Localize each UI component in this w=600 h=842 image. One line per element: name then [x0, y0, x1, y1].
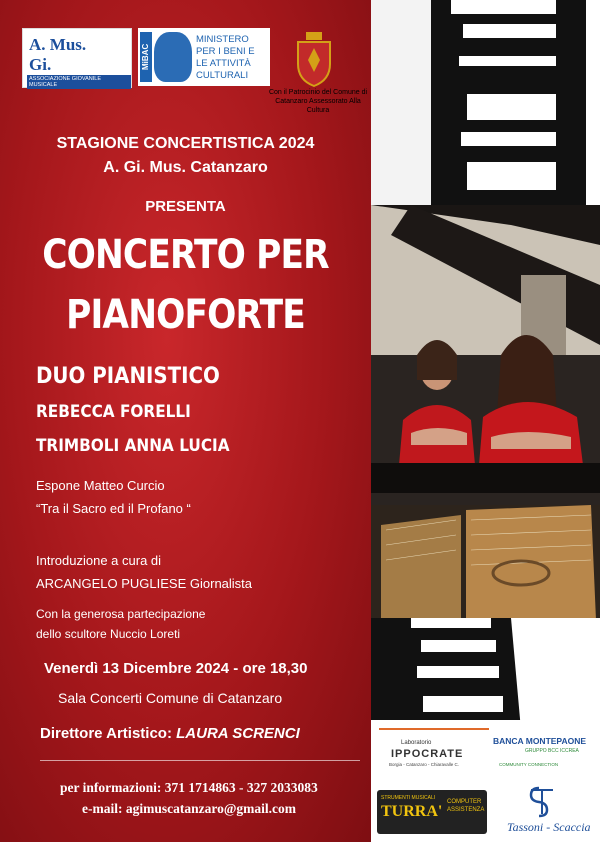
- ippocrate-details: Borgia - Catanzaro - Chiaravalle C.: [389, 762, 460, 767]
- season-title: STAGIONE CONCERTISTICA 2024: [56, 135, 315, 152]
- agimus-logo-line1: A. Mus.: [29, 35, 87, 54]
- tassoni-name: Tassoni - Scaccia: [507, 820, 591, 834]
- ippocrate-top: Laboratorio: [401, 740, 432, 746]
- presenta-label: PRESENTA: [145, 198, 226, 215]
- concert-title: [26, 225, 345, 345]
- artistic-director: [40, 725, 300, 742]
- sponsor-turra: [377, 790, 487, 834]
- sponsor-banca-montepaone: [489, 728, 599, 778]
- concert-title-line1: CONCERTO PER: [42, 232, 329, 278]
- piano-keys-top-image: [371, 0, 600, 210]
- turra-side: COMPUTER ASSISTENZA: [447, 799, 485, 813]
- performer-name: REBECCA FORELLI: [36, 402, 191, 422]
- montepaone-tag: COMMUNITY CONNECTION: [499, 762, 559, 767]
- season-header: [0, 132, 371, 180]
- event-venue: Sala Concerti Comune di Catanzaro: [58, 690, 283, 706]
- montepaone-name: BANCA MONTEPAONE: [493, 736, 587, 746]
- agimus-logo-sub: ASSOCIAZIONE GIOVANILE MUSICALE: [27, 75, 131, 89]
- contact-phones: per informazioni: 371 1714863 - 327 2033083: [60, 780, 318, 795]
- director-name: LAURA SCRENCI: [176, 725, 300, 742]
- montepaone-group: GRUPPO BCC ICCREA: [525, 748, 579, 754]
- duo-photo: [371, 205, 600, 620]
- event-date: Venerdì 13 Dicembre 2024 - ore 18,30: [44, 660, 308, 677]
- ippocrate-name: IPPOCRATE: [391, 748, 464, 760]
- mibac-logo: [138, 28, 270, 86]
- introduction-name: ARCANGELO PUGLIESE Giornalista: [36, 576, 253, 591]
- performer-name: TRIMBOLI ANNA LUCIA: [36, 436, 230, 456]
- exhibition-line2: “Tra il Sacro ed il Profano “: [36, 501, 191, 516]
- participation-line2: dello scultore Nuccio Loreti: [36, 627, 181, 641]
- catanzaro-coat-of-arms-icon: [290, 28, 338, 88]
- patrocinio-text: Con il Patrocinio del Comune di Catanzaro Assessorato Alla Cultura: [268, 89, 368, 114]
- agimus-logo-line2: Gi.: [29, 55, 52, 74]
- sponsors-area: [371, 720, 600, 842]
- performer-group: DUO PIANISTICO: [36, 364, 220, 389]
- director-label: Direttore Artistico:: [40, 725, 172, 742]
- sponsor-ippocrate: [379, 728, 489, 785]
- participation-line1: Con la generosa partecipazione: [36, 607, 206, 621]
- contact-email: e-mail: agimuscatanzaro@gmail.com: [82, 801, 297, 816]
- introduction-label: Introduzione a cura di: [36, 553, 162, 568]
- agimus-logo: [22, 28, 132, 88]
- organizer-name: A. Gi. Mus. Catanzaro: [103, 159, 268, 176]
- piano-keys-bottom-image: [371, 618, 600, 730]
- divider: [40, 760, 360, 761]
- logo-bar: [22, 28, 367, 118]
- concert-title-line2: PIANOFORTE: [66, 292, 305, 338]
- turra-name: TURRA': [381, 803, 443, 820]
- mibac-head-icon: [154, 32, 192, 82]
- turra-top: STRUMENTI MUSICALI: [381, 795, 436, 801]
- mibac-label: MiBAC: [140, 32, 152, 82]
- sponsor-tassoni-scaccia: [501, 784, 591, 836]
- tassoni-scaccia-monogram-icon: [501, 784, 591, 820]
- exhibition-line1: Espone Matteo Curcio: [36, 478, 165, 493]
- mibac-text: MINISTERO PER I BENI E LE ATTIVITÀ CULTURALI: [196, 34, 255, 81]
